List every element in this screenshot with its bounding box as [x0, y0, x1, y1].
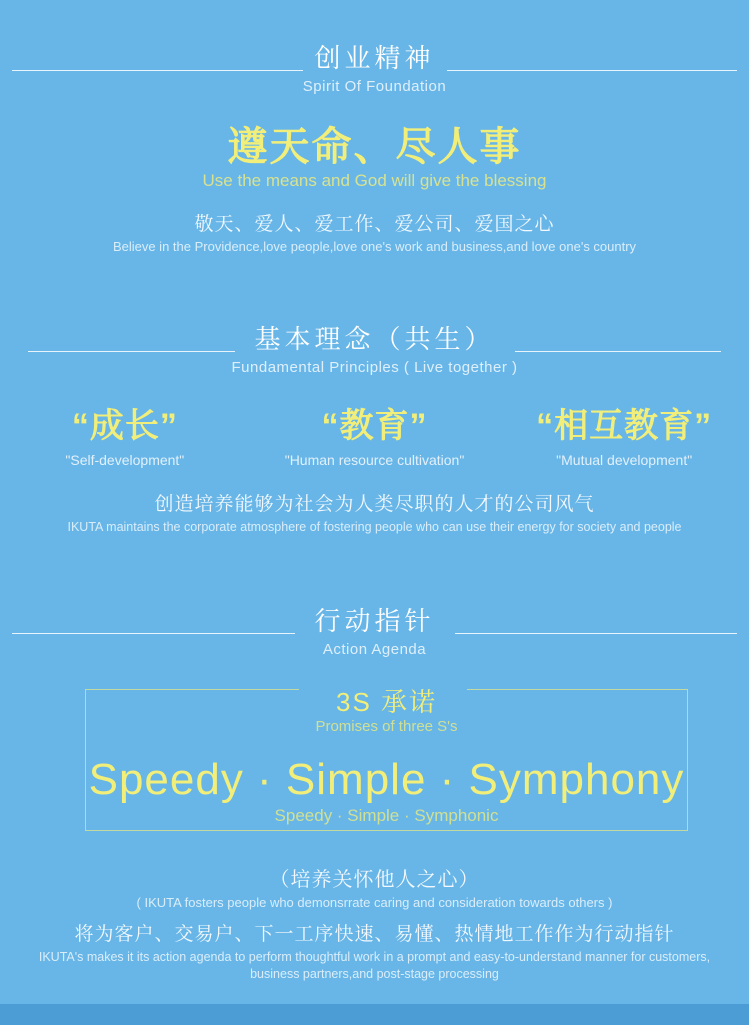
box-top-border-left — [86, 689, 299, 690]
principles-header — [0, 325, 749, 376]
section-action — [0, 607, 749, 983]
principles-body-en: IKUTA maintains the corporate atmosphere of fostering people who can use their energy for society and people — [67, 520, 682, 534]
header-rule-right — [515, 351, 722, 352]
foundation-body-zh: 敬天、爱人、爱工作、爱公司、爱国之心 — [194, 214, 555, 235]
foundation-headline-zh: 遵天命、尽人事 — [227, 125, 522, 169]
three-s-promise-box — [85, 689, 688, 831]
principle-zh: “成长” — [71, 407, 178, 445]
principle-zh: “教育” — [321, 407, 428, 445]
foundation-title-en: Spirit Of Foundation — [302, 78, 447, 95]
action-body-zh: 将为客户、交易户、下一工序快速、易懂、热情地工作作为行动指针 — [74, 924, 675, 945]
principle-en: "Human resource cultivation" — [284, 452, 465, 468]
footer-bar — [0, 1004, 749, 1025]
principle-en: "Mutual development" — [556, 452, 693, 468]
principles-title-zh: 基本理念（共生） — [254, 324, 495, 354]
principles-items — [0, 404, 749, 469]
section-foundation — [0, 0, 749, 255]
header-rule-right — [455, 633, 738, 634]
promise-main-text: Speedy · Simple · Symphony — [88, 755, 685, 804]
promise-title-zh: 3S 承诺 — [335, 687, 438, 717]
header-rule-left — [12, 70, 303, 71]
action-note-en: ( IKUTA fosters people who demonsrrate caring and consideration towards others ) — [136, 895, 613, 910]
header-rule-left — [28, 351, 235, 352]
principles-body-zh: 创造培养能够为社会为人类尽职的人才的公司风气 — [154, 494, 595, 515]
header-rule-right — [447, 70, 738, 71]
principle-item-growth — [0, 404, 250, 469]
principle-item-education — [250, 404, 500, 469]
foundation-headline-en: Use the means and God will give the blessing — [202, 171, 547, 190]
principle-zh: “相互教育” — [536, 407, 713, 445]
foundation-body-en: Believe in the Providence,love people,love one's work and business,and love one's country — [112, 239, 637, 254]
box-top-border-right — [467, 689, 688, 690]
action-title-en: Action Agenda — [322, 641, 427, 658]
action-note-zh: （培养关怀他人之心） — [269, 869, 480, 891]
promise-title-en: Promises of three S's — [315, 718, 458, 735]
promise-main-subtext: Speedy · Simple · Symphonic — [274, 806, 499, 825]
header-rule-left — [12, 633, 295, 634]
foundation-title-zh: 创业精神 — [314, 43, 435, 73]
section-principles — [0, 325, 749, 535]
action-title-zh: 行动指针 — [314, 606, 435, 636]
principle-en: "Self-development" — [65, 452, 185, 468]
action-header — [0, 607, 749, 658]
principles-title-en: Fundamental Principles ( Live together ) — [231, 359, 518, 376]
foundation-header — [0, 44, 749, 95]
principle-item-mutual-education — [499, 404, 749, 469]
action-body-en: IKUTA's makes it its action agenda to perform thoughtful work in a prompt and easy-to-understand manner for customers, business partners,and post-stage processing — [38, 950, 711, 981]
